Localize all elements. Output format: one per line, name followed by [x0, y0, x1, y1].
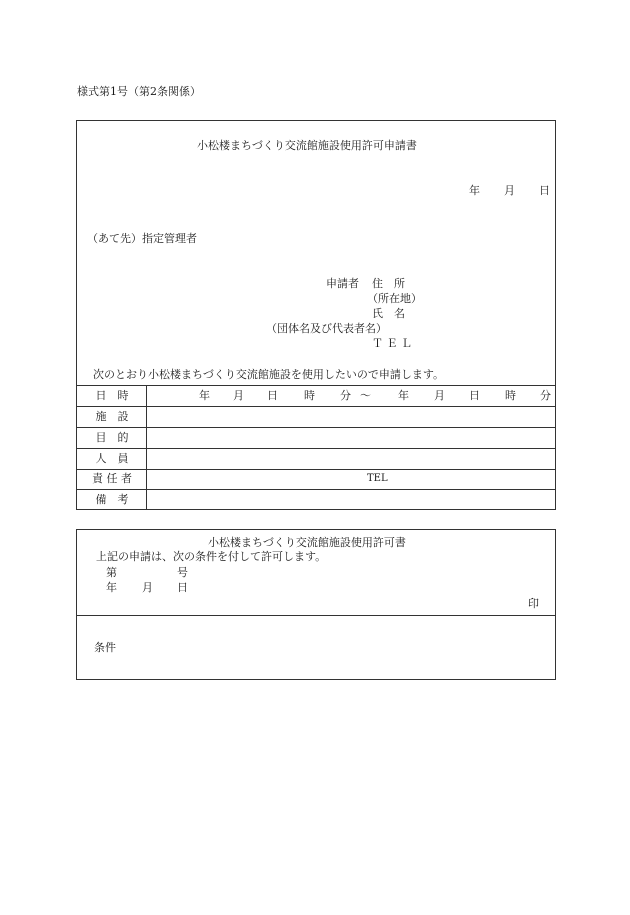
range-separator: ～ [360, 389, 371, 402]
from-day: 日 [267, 389, 278, 402]
applicant-org-label: （団体名及び代表者名） [266, 322, 387, 335]
application-statement: 次のとおり小松楼まちづくり交流館施設を使用したいので申請します。 [93, 368, 445, 381]
date-month: 月 [504, 184, 515, 197]
permit-title: 小松楼まちづくり交流館施設使用許可書 [208, 536, 406, 549]
permit-day: 日 [177, 581, 188, 594]
responsible-tel-label: TEL [367, 473, 388, 484]
conditions-label: 条件 [94, 641, 116, 654]
permit-statement: 上記の申請は、次の条件を付して許可します。 [96, 550, 327, 563]
date-day: 日 [539, 184, 550, 197]
application-form [76, 120, 556, 510]
table-top-line [76, 385, 556, 386]
addressee: （あて先）指定管理者 [87, 232, 197, 245]
permit-divider [76, 615, 556, 616]
to-month: 月 [434, 389, 445, 402]
from-month: 月 [233, 389, 244, 402]
seal-mark: 印 [528, 597, 539, 610]
applicant-location-label: （所在地） [367, 292, 422, 305]
applicant-tel-label: Ｔ Ｅ Ｌ [372, 337, 412, 350]
to-year: 年 [398, 389, 409, 402]
table-row-line [76, 489, 556, 490]
from-year: 年 [199, 389, 210, 402]
application-title: 小松楼まちづくり交流館施設使用許可申請書 [197, 139, 417, 152]
to-hour: 時 [505, 389, 516, 402]
row-label-attendees: 人 員 [95, 452, 129, 465]
date-year: 年 [469, 184, 480, 197]
table-row-line [76, 469, 556, 470]
permit-year: 年 [106, 581, 117, 594]
table-row-line [76, 406, 556, 407]
permit-number-prefix: 第 [106, 566, 117, 579]
from-minute: 分 [340, 389, 351, 402]
to-day: 日 [469, 389, 480, 402]
row-label-facility: 施 設 [95, 410, 129, 423]
permit-number-suffix: 号 [177, 566, 188, 579]
table-column-divider [146, 385, 147, 510]
applicant-label: 申請者 [326, 277, 359, 290]
permit-month: 月 [142, 581, 153, 594]
form-number: 様式第1号（第2条関係） [77, 85, 201, 98]
row-label-remarks: 備 考 [95, 493, 129, 506]
table-row-line [76, 448, 556, 449]
to-minute: 分 [540, 389, 551, 402]
row-label-purpose: 目 的 [95, 431, 129, 444]
applicant-address-label: 住 所 [372, 277, 405, 290]
row-label-datetime: 日 時 [95, 389, 129, 402]
row-label-responsible: 責 任 者 [92, 472, 132, 485]
from-hour: 時 [304, 389, 315, 402]
applicant-name-label: 氏 名 [372, 307, 405, 320]
table-row-line [76, 427, 556, 428]
